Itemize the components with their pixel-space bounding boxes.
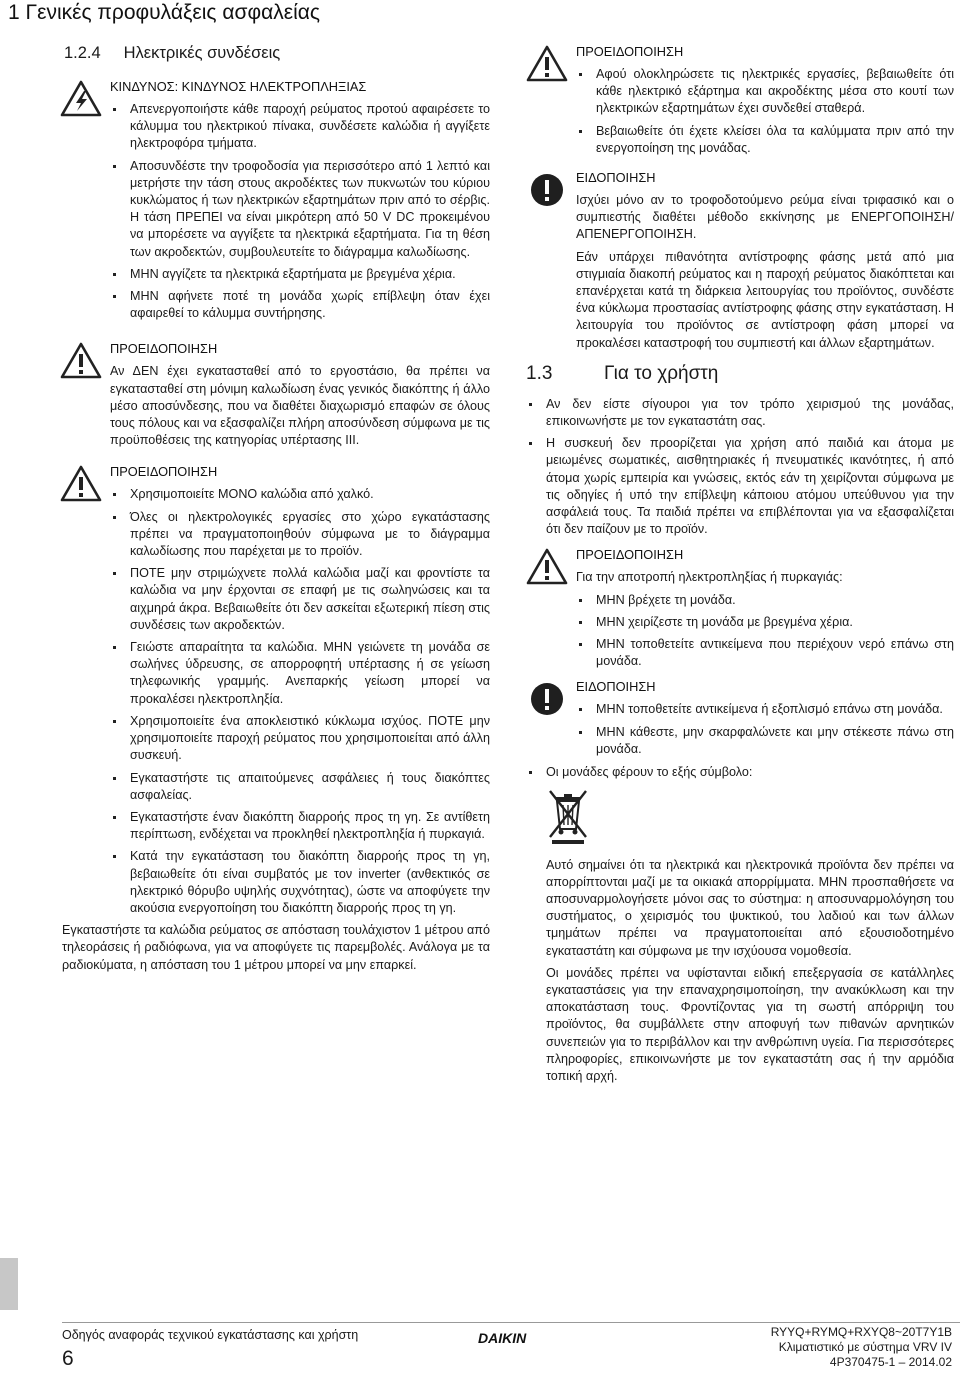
list-item: ΜΗΝ βρέχετε τη μονάδα.: [576, 592, 954, 609]
notice-box: [526, 678, 954, 758]
page-number: 6: [62, 1347, 74, 1370]
notice-circle-icon: [530, 682, 564, 716]
warning-box: [526, 43, 954, 157]
section-heading: [526, 362, 954, 386]
model-code: RYYQ+RYMQ+RXYQ8~20T7Y1B: [770, 1325, 952, 1339]
list-item: Χρησιμοποιείτε ένα αποκλειστικό κύκλωμα ισχύος. ΠΟΤΕ μην χρησιμοποιείτε παροχή ρεύματος που χρησιμοποιείται από άλλη συσκευή.: [110, 713, 490, 765]
list-item: Αποσυνδέστε την τροφοδοσία για περισσότερο από 1 λεπτό και μετρήστε την τάση στους ακροδέκτες των πυκνωτών του κύριου κυκλώματος ή των ηλεκτρικών εξαρτημάτων πριν από το σέρβις. Η τάση ΠΡΕΠΕΙ να είναι μικρότερη από 50 V DC προκειμένου να μπορέσετε να αγγίξετε τα ηλεκτρικά εξαρτήματα. Για τη θέση των ακροδεκτών, συμβουλευτείτε το διάγραμμα καλωδίωσης.: [110, 158, 490, 261]
user-list: [526, 396, 954, 539]
svg-text:DAIKIN: DAIKIN: [478, 1330, 527, 1346]
warning-title: ΠΡΟΕΙΔΟΠΟΙΗΣΗ: [110, 341, 218, 357]
daikin-logo-icon: [478, 1330, 548, 1346]
warning-list: [576, 592, 954, 671]
list-item: Αν δεν είστε σίγουροι για τον τρόπο χειρισμού της μονάδας, επικοινωνήστε με τον εγκαταστάτη σας.: [526, 396, 954, 430]
list-item: Απενεργοποιήστε κάθε παροχή ρεύματος προτού αφαιρέσετε το κάλυμμα του ηλεκτρικού πίνακα, συνδέσετε καλώδια ή αγγίξετε ηλεκτροφόρα τμήματα.: [110, 101, 490, 153]
symbol-list: [526, 764, 954, 781]
symbol-paragraph: Οι μονάδες πρέπει να υφίστανται ειδική επεξεργασία σε κατάλληλες εγκαταστάσεις για την επαναχρησιμοποίηση, την ανακύκλωση και την αποκατάσταση τους. Φροντίζοντας για τη σωστή απόρριψη του προϊόντος, θα συμβάλλετε στην αποφυγή των πιθανών αρνητικών συνεπειών για το περιβάλλον και την ανθρώπινη υγεία. Για περισσότερες πληροφορίες, επικοινωνήστε με τον εγκαταστάτη σας ή την αρμόδια τοπική αρχή.: [546, 965, 954, 1083]
list-item: ΜΗΝ τοποθετείτε αντικείμενα ή εξοπλισμό επάνω στη μονάδα.: [576, 701, 954, 718]
footer-meta: [771, 1325, 952, 1370]
footer-divider: [62, 1322, 960, 1323]
section-title: Ηλεκτρικές συνδέσεις: [123, 44, 281, 62]
list-item: Εγκαταστήστε έναν διακόπτη διαρροής προς τη γη. Σε αντίθετη περίπτωση, ενδέχεται να προκληθεί ηλεκτροπληξία ή πυρκαγιά.: [110, 809, 490, 843]
list-item: Βεβαιωθείτε ότι έχετε κλείσει όλα τα καλύμματα πριν από την ενεργοποίηση της μονάδας.: [576, 123, 954, 157]
warning-box: [60, 463, 490, 917]
warning-triangle-icon: [60, 465, 102, 503]
closing-paragraph: Εγκαταστήστε τα καλώδια ρεύματος σε απόσταση τουλάχιστον 1 μέτρου από τηλεοράσεις ή ραδιόφωνα, για να αποφύγετε τις παρεμβολές. Ανάλογα με τα ραδιοκύματα, η απόσταση του 1 μέτρου μπορεί να μην επαρκεί.: [62, 923, 490, 972]
section-number: 1.3: [526, 362, 553, 384]
warning-title: ΠΡΟΕΙΔΟΠΟΙΗΣΗ: [110, 464, 218, 480]
list-item: ΜΗΝ αφήνετε ποτέ τη μονάδα χωρίς επίβλεψη όταν έχει αφαιρεθεί το κάλυμμα συντήρησης.: [110, 288, 490, 322]
danger-box: [60, 78, 490, 322]
list-item: ΜΗΝ κάθεστε, μην σκαρφαλώνετε και μην στέκεστε πάνω στη μονάδα.: [576, 724, 954, 758]
list-item: Αφού ολοκληρώσετε τις ηλεκτρικές εργασίες, βεβαιωθείτε ότι κάθε ηλεκτρικό εξάρτημα και ακροδέκτης μέσα στο κουτί των ηλεκτρικών εξαρτημάτων έχει συνδεθεί σταθερά.: [576, 66, 954, 118]
notice-circle-icon: [530, 173, 564, 207]
notice-text: Ισχύει μόνο αν το τροφοδοτούμενο ρεύμα είναι τριφασικό και ο συμπιεστής διαθέτει μέθοδο εκκίνησης με ΕΝΕΡΓΟΠΟΙΗΣΗ/ΑΠΕΝΕΡΓΟΠΟΙΗΣΗ.: [576, 193, 954, 242]
right-column: [526, 43, 954, 1090]
warning-text: Αν ΔΕΝ έχει εγκατασταθεί από το εργοστάσιο, θα πρέπει να εγκατασταθεί στη μόνιμη καλωδίωση ένας γενικός διακόπτης ή άλλο μέσο αποσύνδεσης, που να διαθέτει διαχωρισμό επαφών σε όλους τους πόλους και να εξασφαλίζει πλήρη αποσύνδεση σύμφωνα με τις προϋποθέσεις της κατηγορίας υπέρτασης III.: [110, 364, 490, 448]
electric-shock-warning-icon: [60, 80, 102, 118]
weee-symbol: [546, 789, 954, 850]
left-column: [60, 78, 490, 979]
notice-box: [526, 169, 954, 352]
product-name: Κλιματιστικό με σύστημα VRV IV: [778, 1340, 952, 1354]
warning-title: ΠΡΟΕΙΔΟΠΟΙΗΣΗ: [576, 44, 684, 59]
daikin-logo: [478, 1330, 548, 1351]
list-item: Οι μονάδες φέρουν το εξής σύμβολο:: [526, 764, 954, 781]
list-item: Εγκαταστήστε τις απαιτούμενες ασφάλειες ή τους διακόπτες ασφαλείας.: [110, 770, 490, 804]
danger-list: [110, 101, 490, 322]
chapter-title: 1 Γενικές προφυλάξεις ασφαλείας: [8, 1, 320, 24]
notice-text: Εάν υπάρχει πιθανότητα αντίστροφης φάσης μετά από μια στιγμιαία διακοπή ρεύματος και η παροχή ρεύματος διακόπτεται και επανέρχεται κατά τη διάρκεια λειτουργίας του προϊόντος, συνδέστε ένα κύκλωμα προστασίας αντίστροφης φάσης στην εγκατάσταση. Η λειτουργία του προϊόντος σε αντίστροφη φάση μπορεί να προκαλέσει καταστροφή του συμπιεστή και άλλων εξαρτημάτων.: [576, 249, 954, 350]
list-item: Κατά την εγκατάσταση του διακόπτη διαρροής προς τη γη, βεβαιωθείτε ότι είναι συμβατός με τον inverter (ανθεκτικός σε ηλεκτρικό θόρυβο υψηλής συχνότητας), ώστε να αποφύγετε την ακούσια ενεργοποίηση του διακόπτη διαρροής προς τη γη.: [110, 848, 490, 917]
warning-triangle-icon: [60, 342, 102, 380]
list-item: Η συσκευή δεν προορίζεται για χρήση από παιδιά και άτομα με μειωμένες σωματικές, αισθητηριακές ή πνευματικές ικανότητες, ή από άτομα χωρίς εμπειρία και γνώσεις, εκτός εάν τη χειρίζονται σύμφωνα με τις οδηγίες ή υπό την επίβλεψη κάποιου ατόμου υπεύθυνου για την ασφάλειά τους. Τα παιδιά πρέπει να επιβλέπονται για να εξασφαλίζεται ότι δεν παίζουν με το προϊόν.: [526, 435, 954, 538]
list-item: Γειώστε απαραίτητα τα καλώδια. ΜΗΝ γειώνετε τη μονάδα σε σωλήνες ύδρευσης, σε απορροφητή υπέρτασης ή σε γείωση τηλεφωνικής γραμμής. Ανεπαρκής γείωση μπορεί να προκαλέσει ηλεκτροπληξία.: [110, 639, 490, 708]
document-code: 4P370475-1 – 2014.02: [829, 1355, 952, 1369]
section-heading: [64, 43, 280, 63]
warning-box: [526, 546, 954, 670]
section-number: 1.2.4: [64, 44, 101, 62]
list-item: ΜΗΝ αγγίζετε τα ηλεκτρικά εξαρτήματα με βρεγμένα χέρια.: [110, 266, 490, 283]
notice-title: ΕΙΔΟΠΟΙΗΣΗ: [576, 170, 656, 186]
list-item: ΜΗΝ χειρίζεστε τη μονάδα με βρεγμένα χέρια.: [576, 614, 954, 631]
warning-box: [60, 340, 490, 449]
warning-list: [110, 486, 490, 917]
warning-triangle-icon: [526, 45, 568, 83]
warning-triangle-icon: [526, 548, 568, 586]
symbol-paragraph: Αυτό σημαίνει ότι τα ηλεκτρικά και ηλεκτρονικά προϊόντα δεν πρέπει να απορρίπτονται μαζί με τα οικιακά απορρίμματα. ΜΗΝ προσπαθήσετε να αποσυναρμολογήσετε μόνοι σας το σύστημα: η αποσυναρμολόγηση του συστήματος, ο χειρισμός του ψυκτικού, του λαδιού και των άλλων τμημάτων πρέπει να πραγματοποιείται από εξουσιοδοτημένο εγκαταστάτη και σύμφωνα με την ισχύουσα νομοθεσία.: [546, 857, 954, 958]
crossed-out-bin-icon: [546, 789, 590, 845]
notice-title: ΕΙΔΟΠΟΙΗΣΗ: [576, 679, 656, 695]
notice-list: [576, 701, 954, 758]
list-item: Χρησιμοποιείτε ΜΟΝΟ καλώδια από χαλκό.: [110, 486, 490, 503]
warning-list: [576, 66, 954, 157]
list-item: ΠΟΤΕ μην στριμώχνετε πολλά καλώδια μαζί και φροντίστε τα καλώδια να μην έρχονται σε επαφή με τις σωληνώσεις και τα αιχμηρά άκρα. Βεβαιωθείτε ότι δεν ασκείται εξωτερική πίεση στις συνδέσεις των ακροδεκτών.: [110, 565, 490, 634]
side-tab-marker: [0, 1258, 18, 1310]
danger-title: ΚΙΝΔΥΝΟΣ: ΚΙΝΔΥΝΟΣ ΗΛΕΚΤΡΟΠΛΗΞΙΑΣ: [110, 79, 367, 94]
list-item: ΜΗΝ τοποθετείτε αντικείμενα που περιέχουν νερό επάνω στη μονάδα.: [576, 636, 954, 670]
list-item: Όλες οι ηλεκτρολογικές εργασίες στο χώρο εγκατάστασης πρέπει να πραγματοποιηθούν σύμφωνα με το διάγραμμα καλωδίωσης που παρέχεται με το προϊόν.: [110, 509, 490, 561]
guide-title: Οδηγός αναφοράς τεχνικού εγκατάστασης και χρήστη: [62, 1328, 359, 1342]
warning-title: ΠΡΟΕΙΔΟΠΟΙΗΣΗ: [576, 547, 684, 563]
section-title: Για το χρήστη: [604, 362, 719, 384]
warning-intro: Για την αποτροπή ηλεκτροπληξίας ή πυρκαγιάς:: [576, 570, 843, 585]
